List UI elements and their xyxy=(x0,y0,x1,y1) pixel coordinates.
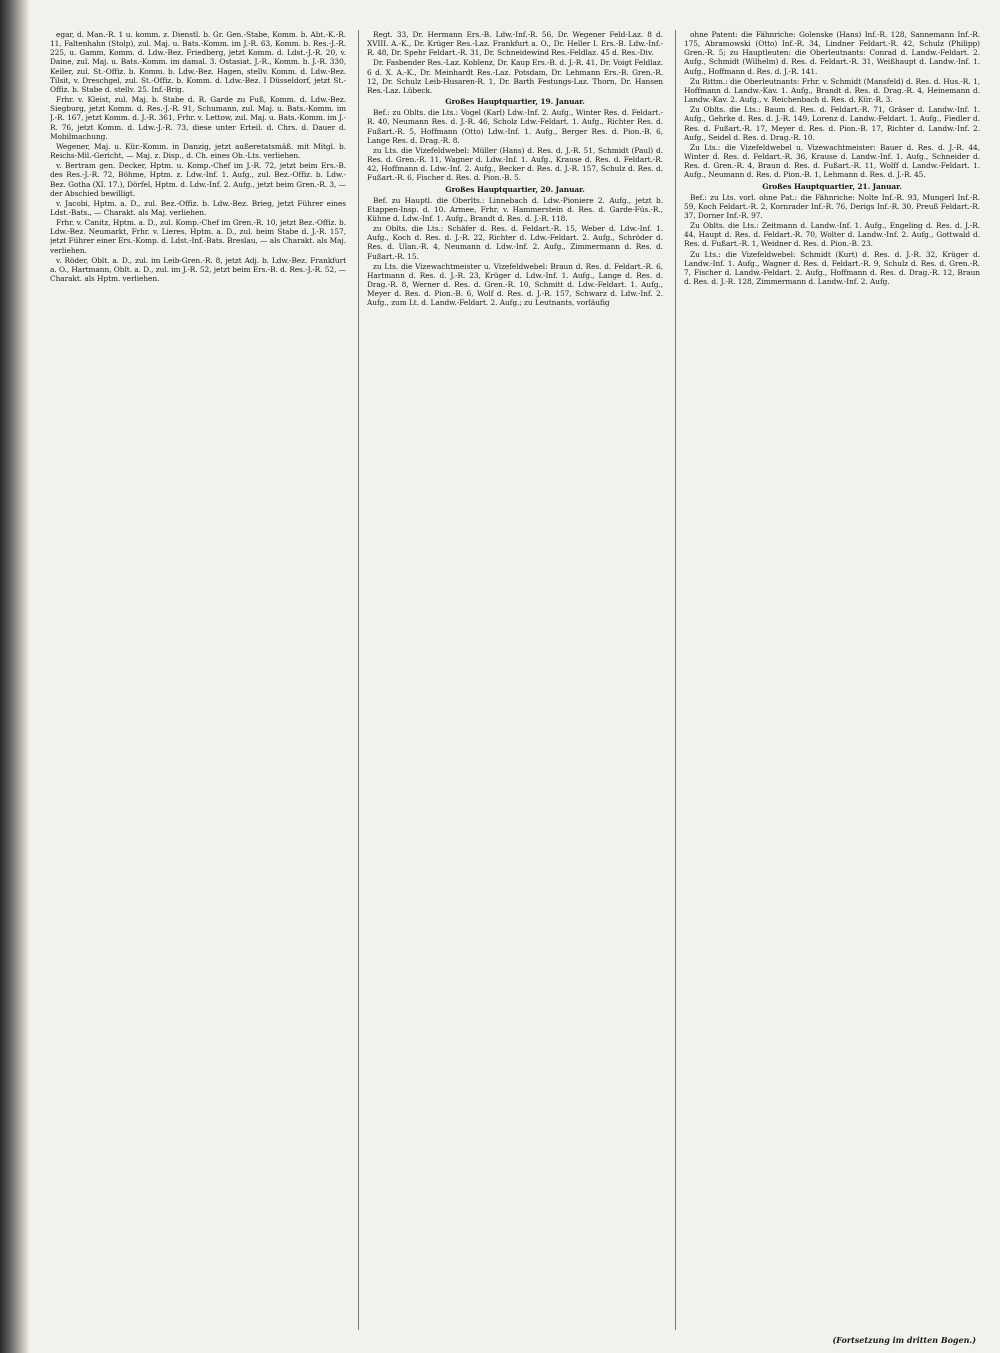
column-2-paragraph: Bef. zu Hauptl. die Oberlts.: Linnebach d. Ldw.-Pioniere 2. Aufg., jetzt b. Etappen-Insp. d. 10. Armee, Frhr. v. Hammerstein d. Res. d. Garde-Füs.-R., Kühne d. Ldw.-Inf. 1. Aufg., Brandt d. Res. d. J.-R. 118. xyxy=(367,195,663,223)
column-3-paragraph: Großes Hauptquartier, 21. Januar. xyxy=(762,181,902,191)
column-2-paragraph: zu Lts. die Vizewachtmeister u. Vizefeldwebel: Braun d. Res. d. Feldart.-R. 6, Hartmann d. Res. d. J.-R. 23, Krüger d. Ldw.-Inf. 1. Aufg., Lange d. Res. d. Drag.-R. 8, Werner d. Res. d. Gren.-R. 10, Schmitt d. Ldw.-Feldart. 1. Aufg., Meyer d. Res. d. Pion.-B. 6, Wolf d. Res. d. J.-R. 157, Schwarz d. Ldw.-Inf. 2. Aufg., zum Lt. d. Landw.-Feldart. 2. Aufg.; zu Leutnants, vorläufig xyxy=(367,261,663,308)
column-2 xyxy=(358,30,663,1330)
column-3-paragraph: Bef.: zu Lts. vorl. ohne Pat.: die Fähnriche: Nolte Inf.-R. 93, Mungerl Inf.-R. 59, Koch Feldart.-R. 2, Kornrader Inf.-R. 76, Derigs Inf.-R. 30, Preuß Feldart.-R. 37, Dorner Inf.-R. 97. xyxy=(684,192,980,220)
continuation-note: (Fortsetzung im dritten Bogen.) xyxy=(832,1335,976,1345)
column-2-paragraph: Großes Hauptquartier, 20. Januar. xyxy=(445,184,585,194)
column-2-paragraph: Dr. Fasbender Res.-Laz. Koblenz, Dr. Kaup Ers.-B. d. J.-R. 41, Dr. Voigt Feldlaz. 6 d. X. A.-K., Dr. Meinhardt Res.-Laz. Potsdam, Dr. Lehmann Ers.-B. Gren.-R. 12, Dr. Schulz Leib-Husaren-R. 1, Dr. Barth Festungs-Laz. Thorn, Dr. Hansen Res.-Laz. Lübeck. xyxy=(367,58,663,95)
column-1-paragraph: egar, d. Man.-R. 1 u. komm. z. Dienstl. b. Gr. Gen.-Stabe, Komm. b. Abt.-K.-R. 11, Faltenhahn (Stolp), zul. Maj. u. Bats.-Komm. im J.-R. 63, Komm. b. Res.-J.-R. 225, u. Gamm, Komm. d. Ldw.-Bez. Friedberg, jetzt Komm. d. Ldst.-J.-R. 20, v. Daine, zul. Maj. u. Bats.-Komm. im damal. 3. Ostasiat. J.-R., Komm. b. J.-R. 330, Keiler, zul. St.-Offiz. b. Komm. b. Ldw.-Bez. Hagen, stellv. Komm. d. Ldw.-Bez. Tilsit, v. Dreschgel, zul. St.-Offiz. b. Komm. d. Ldw.-Bez. I Düsseldorf, jetzt St.-Offiz. b. Stabe d. stellv. 25. Inf.-Brig. xyxy=(50,30,346,94)
column-2-paragraph: Großes Hauptquartier, 19. Januar. xyxy=(445,97,585,107)
text-columns xyxy=(50,30,980,1330)
column-1-paragraph: v. Röder, Oblt. a. D., zul. im Leib-Gren.-R. 8, jetzt Adj. b. Ldw.-Bez. Frankfurt a. O., Hartmann, Oblt. a. D., zul. im J.-R. 52, jetzt beim Ers.-B. d. Res.-J.-R. 52, — Charakt. als Hptm. verliehen. xyxy=(50,255,346,284)
column-3-paragraph: Zu Lts.: die Vizefeldwebel: Schmidt (Kurt) d. Res. d. J.-R. 32, Krüger d. Landw.-Inf. 1. Aufg., Wagner d. Res. d. Feldart.-R. 9, Schulz d. Res. d. Gren.-R. 7, Fischer d. Landw.-Feldart. 2. Aufg., Hoffmann d. Res. d. Drag.-R. 12, Braun d. Res. d. J.-R. 128, Zimmermann d. Landw.-Inf. 2. Aufg. xyxy=(684,249,980,287)
column-3 xyxy=(675,30,980,1330)
column-2-paragraph: zu Oblts. die Lts.: Schäfer d. Res. d. Feldart.-R. 15, Weber d. Ldw.-Inf. 1. Aufg., Koch d. Res. d. J.-R. 22, Richter d. Ldw.-Feldart. 2. Aufg., Schröder d. Res. d. Ulan.-R. 4, Neumann d. Ldw.-Inf. 2. Aufg., Zimmermann d. Res. d. Fußart.-R. 15. xyxy=(367,224,663,261)
column-1-paragraph: v. Jacobi, Hptm. a. D., zul. Bez.-Offiz. b. Ldw.-Bez. Brieg, jetzt Führer eines Ldst.-Bats., — Charakt. als Maj. verliehen. xyxy=(50,198,346,217)
column-3-paragraph: Zu Lts.: die Vizefeldwebel u. Vizewachtmeister: Bauer d. Res. d. J.-R. 44, Winter d. Res. d. Feldart.-R. 36, Krause d. Landw.-Inf. 1. Aufg., Schneider d. Res. d. Gren.-R. 4, Braun d. Res. d. Fußart.-R. 11, Wolff d. Landw.-Feldart. 1. Aufg., Neumann d. Res. d. Pion.-B. 1, Lehmann d. Res. d. J.-R. 45. xyxy=(684,142,980,180)
column-3-paragraph: Zu Rittm.: die Oberleutnants: Frhr. v. Schmidt (Mansfeld) d. Res. d. Hus.-R. 1, Hoffmann d. Landw.-Kav. 1. Aufg., Brandt d. Res. d. Drag.-R. 4, Heinemann d. Landw.-Kav. 2. Aufg., v. Reichenbach d. Res. d. Kür.-R. 3. xyxy=(684,76,980,105)
column-3-paragraph: ohne Patent: die Fähnriche: Golenske (Hans) Inf.-R. 128, Sannemann Inf.-R. 175, Abramowski (Otto) Inf.-R. 34, Lindner Feldart.-R. 42, Schulz (Philipp) Gren.-R. 5; zu Hauptleuten: die Oberleutnants: Conrad d. Landw.-Feldart. 2. Aufg., Schmidt (Wilhelm) d. Res. d. Feldart.-R. 31, Weißhaupt d. Landw.-Inf. 1. Aufg., Hoffmann d. Res. d. J.-R. 141. xyxy=(684,30,980,76)
column-1-paragraph: Frhr. v. Canitz, Hptm. a. D., zul. Komp.-Chef im Gren.-R. 10, jetzt Bez.-Offiz. b. Ldw.-Bez. Neumarkt, Frhr. v. Lieres, Hptm. a. D., zul. beim Stabe d. J.-R. 157, jetzt Führer einer Ers.-Komp. d. Ldst.-Inf.-Bats. Breslau, — als Charakt. als Maj. verliehen. xyxy=(50,218,346,255)
column-3-paragraph: Zu Oblts. die Lts.: Baum d. Res. d. Feldart.-R. 71, Gräser d. Landw.-Inf. 1. Aufg., Gehrke d. Res. d. J.-R. 149, Lorenz d. Landw.-Feldart. 1. Aufg., Fiedler d. Res. d. Fußart.-R. 17, Meyer d. Res. d. Pion.-B. 17, Richter d. Landw.-Inf. 2. Aufg., Seidel d. Res. d. Drag.-R. 10. xyxy=(684,105,980,142)
binding-shadow xyxy=(0,0,30,1353)
column-1-paragraph: v. Bertram gen. Decker, Hptm. u. Komp.-Chef im J.-R. 72, jetzt beim Ers.-B. des Res.-J.-R. 72, Böhme, Hptm. z. Ldw.-Inf. 1. Aufg., zul. Bez.-Offiz. b. Ldw.-Bez. Gotha (XI. 17.), Dörfel, Hptm. d. Ldw.-Inf. 2. Aufg., jetzt beim Gren.-R. 3, — der Abschied bewilligt. xyxy=(50,161,346,198)
column-2-paragraph: Bef.: zu Oblts. die Lts.: Vogel (Karl) Ldw.-Inf. 2. Aufg., Winter Res. d. Feldart.-R. 40, Neumann Res. d. J.-R. 46, Scholz Ldw.-Feldart. 1. Aufg., Richter Res. d. Fußart.-R. 5, Hoffmann (Otto) Ldw.-Inf. 1. Aufg., Berger Res. d. Pion.-B. 6, Lange Res. d. Drag.-R. 8. xyxy=(367,108,663,145)
column-2-paragraph: Regt. 33, Dr. Hermann Ers.-B. Ldw.-Inf.-R. 56, Dr. Wegener Feld-Laz. 8 d. XVIII. A.-K., Dr. Krüger Res.-Laz. Frankfurt a. O., Dr. Heller I. Ers.-B. Ldw.-Inf.-R. 48, Dr. Spehr Feldart.-R. 31, Dr. Schneidewind Res.-Feldlaz. 45 d. Res.-Div. xyxy=(367,30,663,58)
column-2-paragraph: zu Lts. die Vizefeldwebel: Müller (Hans) d. Res. d. J.-R. 51, Schmidt (Paul) d. Res. d. Gren.-R. 11, Wagner d. Ldw.-Inf. 1. Aufg., Krause d. Res. d. Feldart.-R. 42, Hoffmann d. Ldw.-Inf. 2. Aufg., Becker d. Res. d. J.-R. 157, Schulz d. Res. d. Fußart.-R. 6, Fischer d. Res. d. Pion.-B. 5. xyxy=(367,145,663,183)
column-3-paragraph: Zu Oblts. die Lts.: Zeitmann d. Landw.-Inf. 1. Aufg., Engeling d. Res. d. J.-R. 44, Haupt d. Res. d. Feldart.-R. 70, Wolter d. Landw.-Inf. 2. Aufg., Gottwald d. Res. d. Fußart.-R. 1, Weidner d. Res. d. Pion.-B. 23. xyxy=(684,221,980,249)
column-1 xyxy=(50,30,346,1330)
column-1-paragraph: Wegener, Maj. u. Kür.-Komm. in Danzig, jetzt außeretatsmäß. mit Mitgl. b. Reichs-Mil.-Gericht, — Maj. z. Disp., d. Ch. eines Ob.-Lts. verliehen. xyxy=(50,141,346,161)
column-1-paragraph: Frhr. v. Kleist, zul. Maj. b. Stabe d. R. Garde zu Fuß, Komm. d. Ldw.-Bez. Siegburg, jetzt Komm. d. Res.-J.-R. 91, Schumann, zul. Maj. u. Bats.-Komm. im J.-R. 167, jetzt Komm. d. J.-R. 361, Frhr. v. Lettow, zul. Maj. u. Bats.-Komm. im J.-R. 76, jetzt Komm. d. Ldw.-J.-R. 73, diese unter Erteil. d. Chrs. d. Dauer d. Mobilmachung. xyxy=(50,95,346,141)
